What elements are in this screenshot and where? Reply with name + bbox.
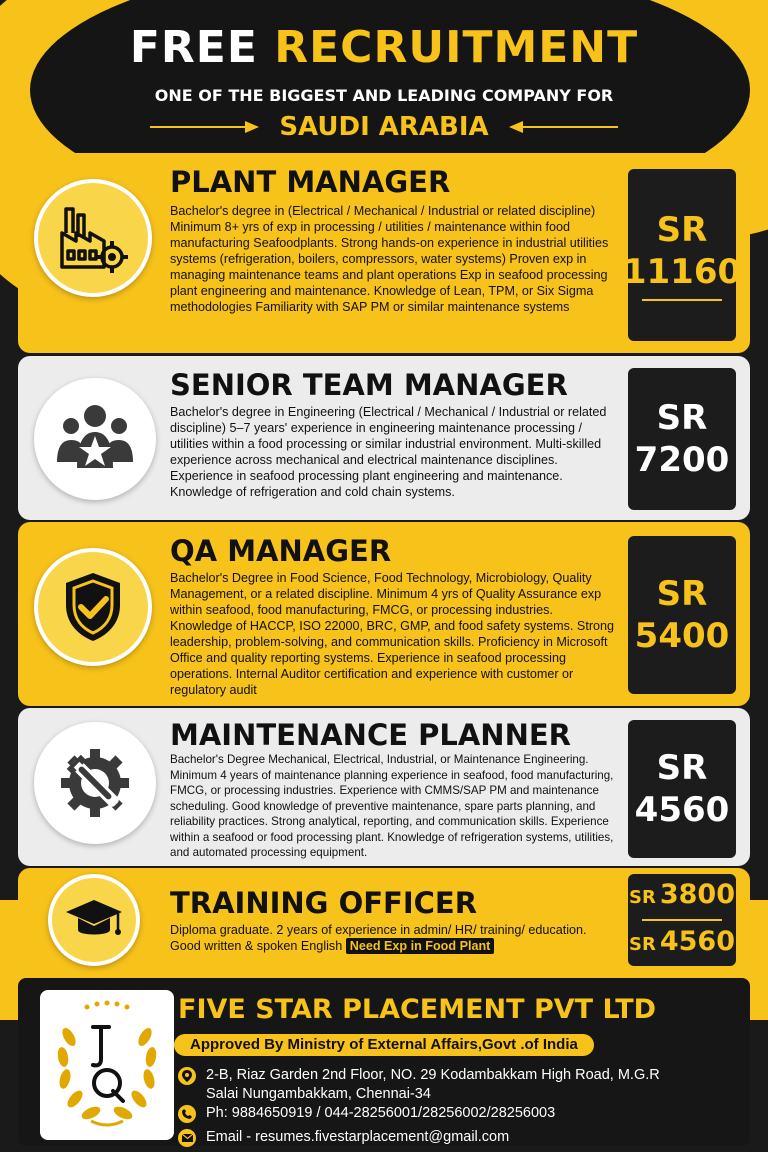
poster-subtitle: ONE OF THE BIGGEST AND LEADING COMPANY FOR (154, 86, 614, 105)
requirement-highlight: Need Exp in Food Plant (346, 938, 495, 954)
salary-box (628, 874, 736, 966)
job-description-text: Diploma graduate. 2 years of experience in admin/ HR/ training/ education. Good written & spoken English (170, 923, 587, 953)
salary-box (628, 368, 736, 510)
decorative-arrow-right (511, 126, 618, 128)
country-label: SAUDI ARABIA (279, 112, 489, 142)
job-card-training-officer (18, 868, 750, 972)
job-description: Bachelor's Degree in Food Science, Food Technology, Microbiology, Quality Management, or a related discipline. Minimum 4 yrs of Quality Assurance exp within seafood, food manufacturing, FMCG, or processing industries. Knowledge of HACCP, ISO 22000, BRC, GMP, and food safety systems. Strong leadership, problem-solving, and communication skills. Proficiency in Microsoft Office and quality reporting systems. Experience in seafood processing operations. Internal Auditor certification and experience with customer or regulatory audit (170, 571, 615, 697)
salary-amount: 4560 (634, 790, 730, 830)
salary-underline (642, 299, 722, 301)
job-title: TRAINING OFFICER (170, 886, 478, 920)
graduation-cap-icon (48, 874, 140, 966)
job-card-senior-team-manager (18, 356, 750, 520)
country-row (150, 110, 618, 144)
job-title: SENIOR TEAM MANAGER (170, 368, 568, 402)
address-line (178, 1066, 666, 1104)
salary-box (628, 536, 736, 694)
salary-currency: SR (656, 398, 708, 438)
job-card-maintenance-planner (18, 708, 750, 866)
company-footer (18, 978, 750, 1146)
salary-option-1 (629, 878, 735, 915)
wrench-gear-icon (34, 722, 156, 844)
salary-divider (642, 919, 722, 921)
salary-currency: SR (629, 934, 656, 955)
job-description: Bachelor's degree in Engineering (Electrical / Mechanical / Industrial or related discipline) 5–7 years' experience in engineering maintenance processing / utilities within a food processing or similar industrial environment. Multi-skilled experience across mechanical and electrical maintenance disciplines. Experience in seafood processing plant engineering and maintenance. Knowledge of refrigeration and cold chain systems. (170, 405, 607, 499)
poster-title (0, 22, 768, 74)
title-word-free: FREE (129, 22, 258, 73)
email-text: Email - resumes.fivestarplacement@gmail.com (206, 1129, 510, 1145)
job-description: Bachelor's degree in (Electrical / Mechanical / Industrial or related discipline) Minimum 8+ yrs of exp in processing / utilities / maintenance within food manufacturing Seafoodplants. Strong hands-on experience in industrial utilities systems (refrigeration, boilers, compressors, water systems) Proven exp in managing maintenance teams and plant operations Exp in seafood processing plant engineering and maintenance. Knowledge of Lean, TPM, or Six Sigma methodologies Familiarity with SAP PM or similar maintenance systems (170, 204, 609, 314)
factory-gear-icon (34, 179, 152, 297)
phone-line (178, 1104, 555, 1123)
job-description (170, 922, 620, 954)
salary-option-2 (629, 925, 735, 962)
salary-box (622, 169, 742, 341)
salary-amount: 11160 (622, 252, 742, 292)
salary-amount: 4560 (659, 926, 735, 957)
job-card-plant-manager (18, 153, 750, 353)
address-text: 2-B, Riaz Garden 2nd Floor, NO. 29 Kodambakkam High Road, M.G.R Salai Nungambakkam, Chennai-34 (206, 1067, 660, 1102)
title-word-recruitment: RECRUITMENT (274, 22, 639, 73)
salary-currency: SR (656, 210, 708, 250)
salary-amount: 7200 (634, 440, 730, 480)
job-title: PLANT MANAGER (170, 165, 451, 199)
poster-header (0, 0, 768, 150)
shield-check-icon (34, 548, 152, 666)
job-title: QA MANAGER (170, 534, 392, 568)
phone-icon (178, 1105, 196, 1123)
salary-currency: SR (656, 574, 708, 614)
company-logo (40, 990, 174, 1140)
email-icon (178, 1129, 196, 1147)
salary-amount: 3800 (659, 879, 735, 910)
company-name: FIVE STAR PLACEMENT PVT LTD (178, 994, 657, 1025)
job-description: Bachelor's Degree Mechanical, Electrical, Industrial, or Maintenance Engineering. Minimum 4 years of maintenance planning experience in seafood, food manufacturing, FMCG, or processing industries. Experience with CMMS/SAP PM and maintenance scheduling. Good knowledge of preventive maintenance, spare parts planning, and reliability practices. Strong analytical, reporting, and communication skills. Experience within a seafood or food processing plant. Knowledge of refrigeration systems, utilities, and automated processing equipment. (170, 753, 614, 859)
salary-currency: SR (656, 748, 708, 788)
salary-currency: SR (629, 887, 656, 908)
decorative-arrow-left (150, 126, 257, 128)
phone-text: Ph: 9884650919 / 044-28256001/28256002/28256003 (206, 1105, 556, 1121)
email-line (178, 1128, 509, 1147)
salary-amount: 5400 (634, 616, 730, 656)
job-card-qa-manager (18, 522, 750, 706)
team-star-icon (34, 378, 156, 500)
salary-box (628, 720, 736, 858)
location-pin-icon (178, 1067, 196, 1085)
job-title: MAINTENANCE PLANNER (170, 718, 571, 752)
approval-badge: Approved By Ministry of External Affairs,Govt .of India (174, 1034, 594, 1056)
